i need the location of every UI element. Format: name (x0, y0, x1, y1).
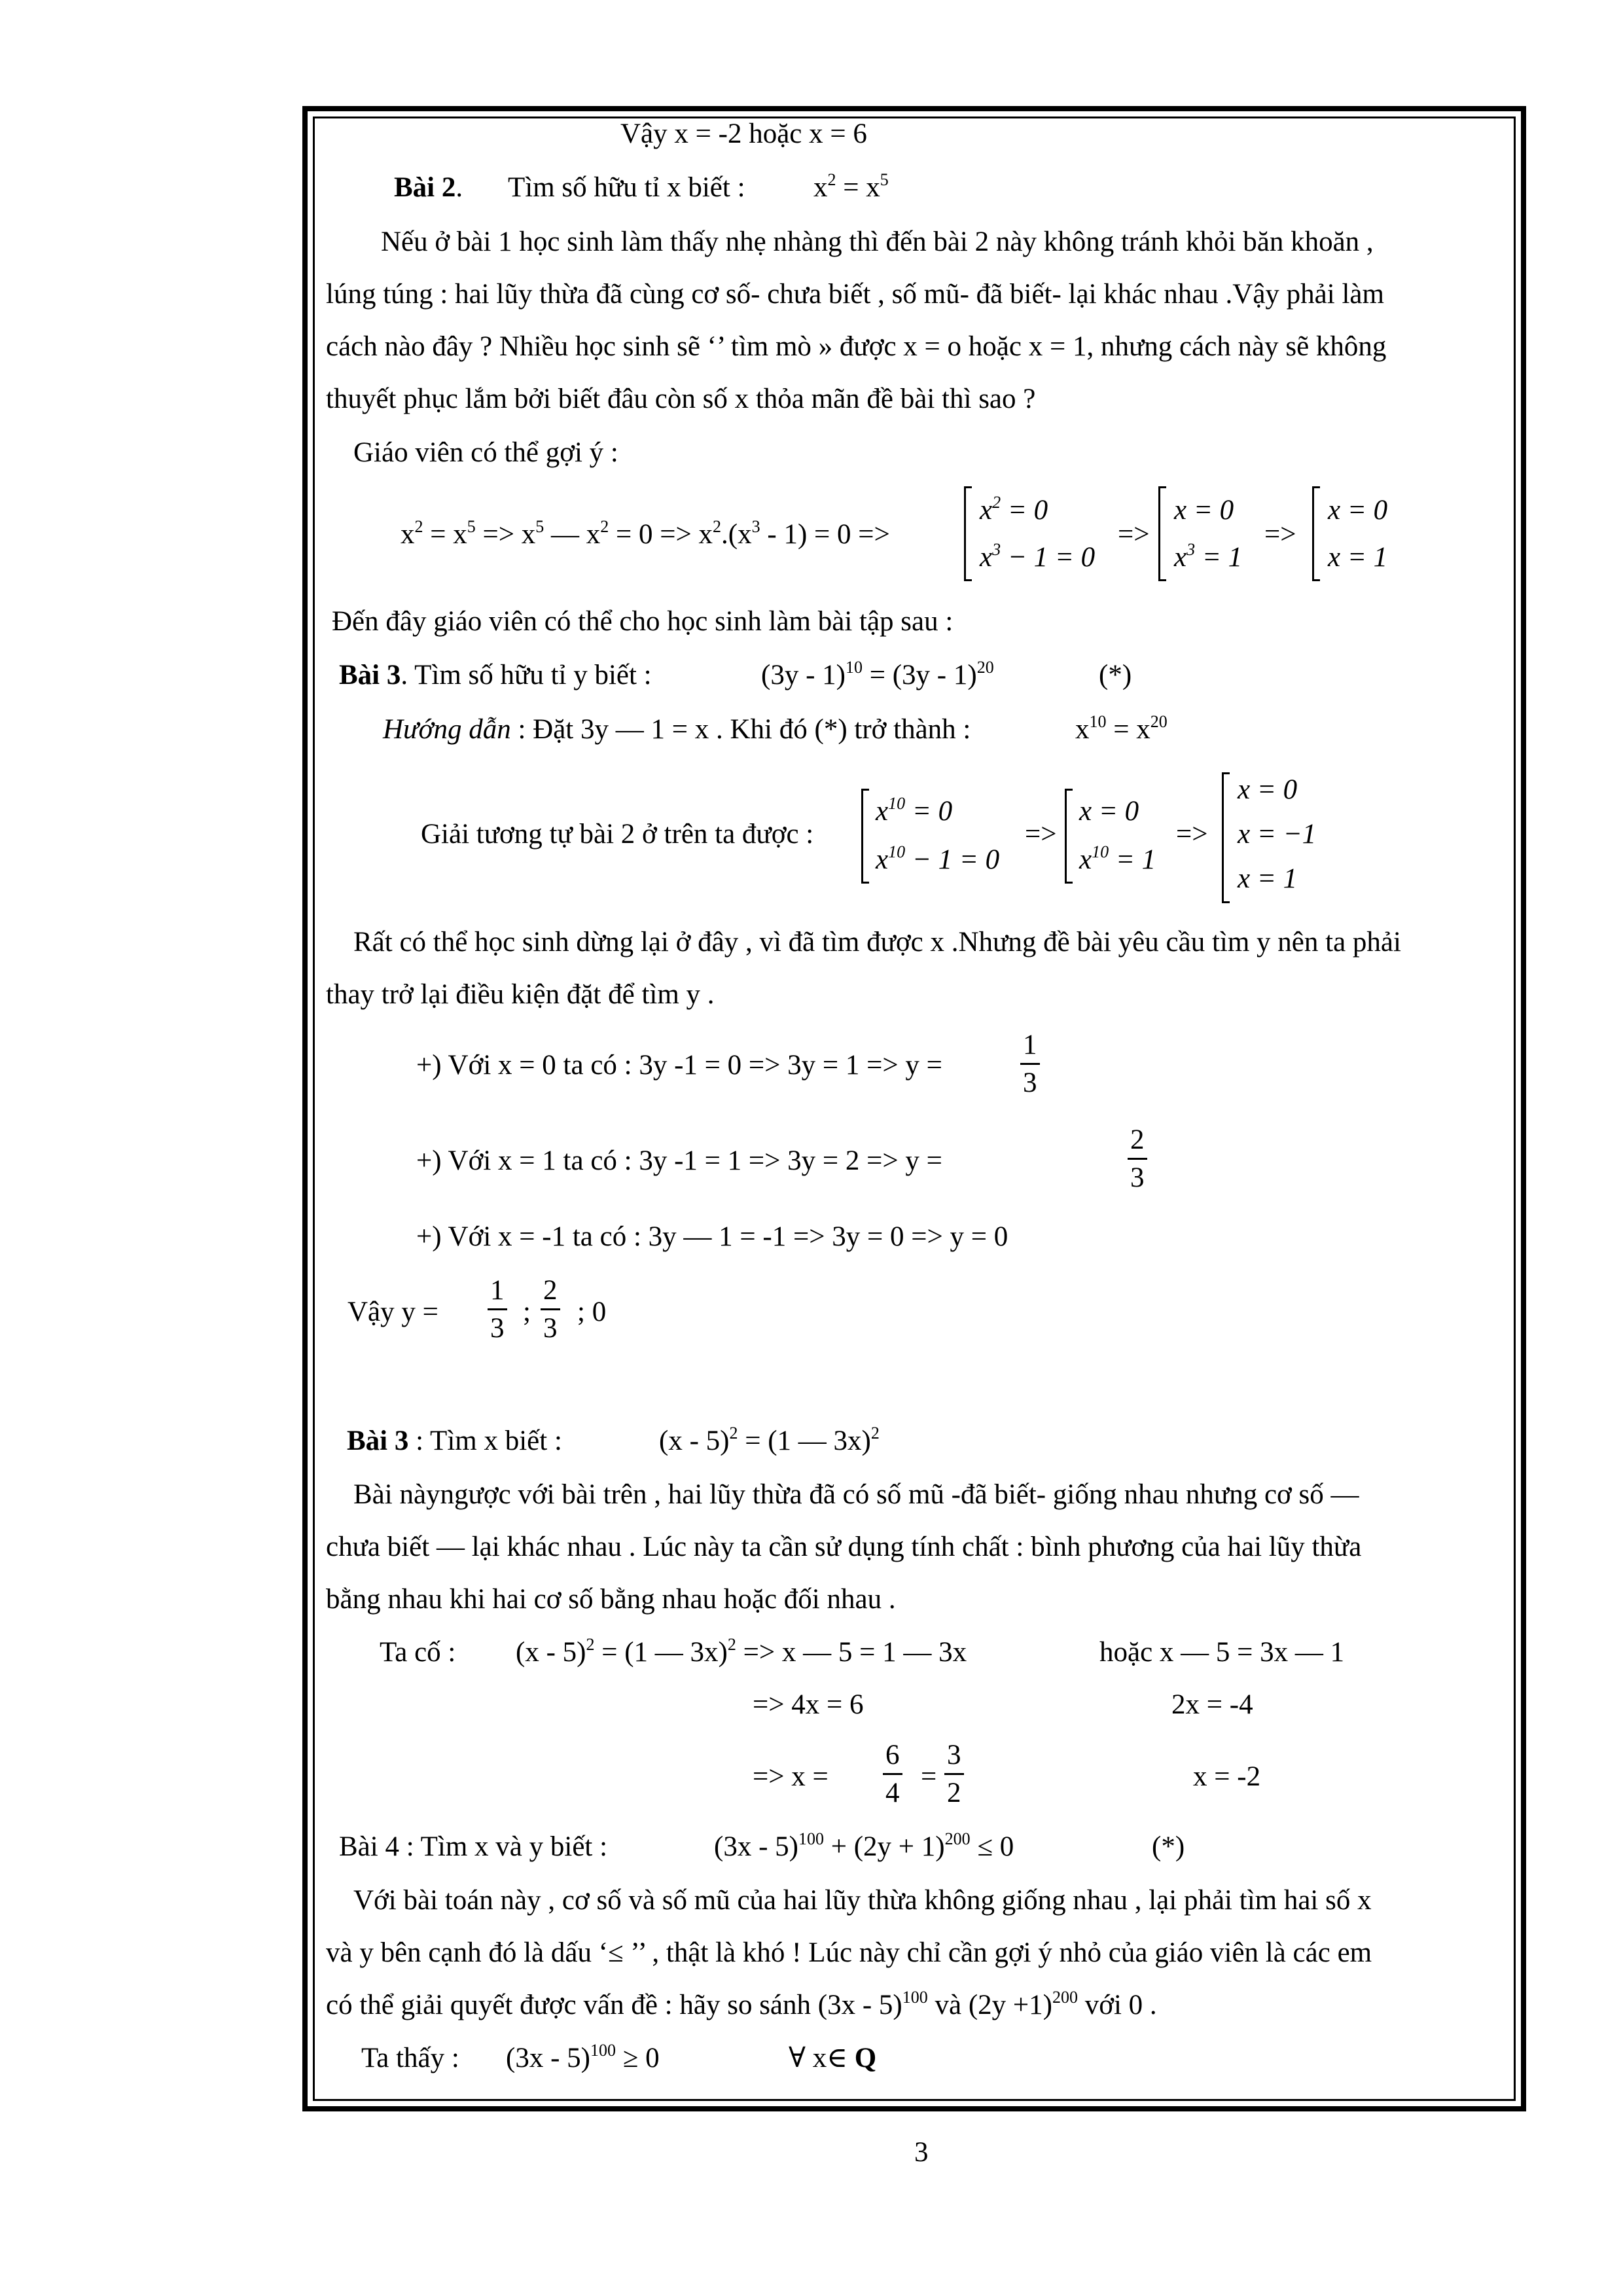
bai3-equation: (3y - 1)$^{10}$ = (3y - 1)$^{20}$ (761, 658, 994, 691)
fraction: $\frac{2}{3}$ (1128, 1126, 1147, 1192)
bai3b-heading (347, 1427, 562, 1455)
system-row: x = 1 (1238, 863, 1298, 894)
system-row: $x^2 = 0$ (980, 493, 1048, 526)
eq-part: - 1) = 0 => (760, 519, 890, 550)
equation-chain (401, 517, 890, 550)
bai4-equation: $(3x - 5)^{100} + (2y + 1)^{200} \le 0$ (714, 1829, 1014, 1862)
case-line: +) Với x = 0 ta có : 3y -1 = 0 => 3y = 1 => y = (416, 1050, 942, 1081)
system-row: x = −1 (1238, 819, 1317, 850)
step-line: => x = (753, 1761, 829, 1792)
hint-intro: Giáo viên có thể gợi ý : (353, 437, 618, 468)
step-line: 2x = -4 (1171, 1689, 1253, 1720)
equals-sign: = (921, 1761, 937, 1792)
eq-part: => x (475, 519, 536, 550)
page-number: 3 (914, 2137, 929, 2168)
hint-text: : Đặt 3y — 1 = x . Khi đó (*) trở thành : (510, 714, 971, 745)
eq-part: = 0 => x (609, 519, 713, 550)
case-line: +) Với x = -1 ta có : 3y — 1 = -1 => 3y = 0 => y = 0 (416, 1221, 1008, 1252)
eq-exponent: 2 (827, 170, 836, 189)
fraction: $\frac{1}{3}$ (1020, 1031, 1040, 1097)
paragraph-line: Rất có thể học sinh dừng lại ở đây , vì đã tìm được x .Nhưng đề bài yêu cầu tìm y nên ta phải (353, 927, 1401, 958)
system-row: x = 0 (1079, 796, 1139, 827)
paragraph-line: bằng nhau khi hai cơ số bằng nhau hoặc đối nhau . (326, 1584, 896, 1615)
paragraph-line: chưa biết — lại khác nhau . Lúc này ta cần sử dụng tính chất : bình phương của hai lũy thừa (326, 1532, 1362, 1562)
bai2-dot: . (455, 172, 463, 203)
bai3-heading (339, 661, 652, 689)
system-row: x = 0 (1328, 495, 1388, 526)
system-row: x = 1 (1328, 542, 1388, 573)
separator: ; (523, 1297, 531, 1327)
implies-arrow: => (1118, 519, 1150, 550)
implies-arrow: => (1176, 819, 1208, 850)
bai3b-equation: (x - 5)$^2$ = (1 — 3x)$^2$ (659, 1424, 880, 1456)
bai3-star: (*) (1099, 660, 1132, 691)
step-line: => 4x = 6 (753, 1689, 864, 1720)
eq-exponent: 2 (600, 517, 609, 536)
taco-alternative: hoặc x — 5 = 3x — 1 (1099, 1637, 1345, 1668)
eq-part: = x (836, 172, 880, 203)
bai2-label: Bài 2 (394, 172, 456, 203)
paragraph-line: Nếu ở bài 1 học sinh làm thấy nhẹ nhàng thì đến bài 2 này không tránh khỏi băn khoăn , (381, 226, 1374, 257)
system-bracket (861, 789, 869, 884)
eq-exponent: 5 (467, 517, 476, 536)
conclusion-tail: ; 0 (577, 1297, 607, 1327)
implies-arrow: => (1264, 519, 1296, 550)
eq-exponent: 3 (751, 517, 760, 536)
eq-part: — x (544, 519, 601, 550)
system-row: $x^{10} = 0$ (876, 794, 953, 827)
paragraph-line: Bài nàyngược với bài trên , hai lũy thừa đã có số mũ -đã biết- giống nhau nhưng cơ số — (353, 1479, 1359, 1510)
system-row: $x^3 = 1$ (1174, 540, 1243, 573)
paragraph-line: có thể giải quyết được vấn đề : hãy so sánh (3x - 5)$^{100}$ và $(2y +1)^{200}$ với 0 . (326, 1988, 1157, 2020)
paragraph-line: cách nào đây ? Nhiều học sinh sẽ ‘’ tìm mò » được x = o hoặc x = 1, nhưng cách này sẽ không (326, 331, 1387, 362)
paragraph-line: thay trở lại điều kiện đặt để tìm y . (326, 979, 715, 1010)
tathay-quantifier: ∀ x∈ Q (789, 2043, 877, 2073)
paragraph-line: Với bài toán này , cơ số và số mũ của hai lũy thừa không giống nhau , lại phải tìm hai số x (353, 1885, 1372, 1916)
eq-exponent: 5 (535, 517, 544, 536)
eq-part: x (401, 519, 415, 550)
system-row: x = 0 (1174, 495, 1234, 526)
hint-line (383, 715, 971, 744)
system-row: $x^3 - 1 = 0$ (980, 540, 1096, 573)
system-bracket (964, 486, 972, 581)
bai4-star: (*) (1152, 1831, 1185, 1862)
bai3b-task: : Tìm x biết : (408, 1426, 562, 1456)
paragraph-line: thuyết phục lắm bởi biết đâu còn số x thỏa mãn đề bài thì sao ? (326, 384, 1036, 414)
eq-exponent: 5 (880, 170, 889, 189)
bai3b-label: Bài 3 (347, 1426, 409, 1456)
eq-part: .(x (721, 519, 752, 550)
fraction: $\frac{3}{2}$ (944, 1741, 964, 1807)
eq-exponent: 2 (713, 517, 722, 536)
tathay-equation: (3x - 5)$^{100}$ ≥ 0 (506, 2041, 660, 2073)
paragraph-line: và y bên cạnh đó là dấu ‘≤ ’’ , thật là khó ! Lúc này chỉ cần gợi ý nhỏ của giáo viên là các em (326, 1937, 1372, 1968)
taco-label: Ta cố : (380, 1637, 456, 1668)
eq-exponent: 2 (414, 517, 423, 536)
solve-text: Giải tương tự bài 2 ở trên ta được : (421, 819, 814, 850)
hint-label: Hướng dẫn (383, 714, 511, 745)
paragraph-line: lúng túng : hai lũy thừa đã cùng cơ số- chưa biết , số mũ- đã biết- lại khác nhau .Vậy phải làm (326, 279, 1384, 310)
bai3-task: . Tìm số hữu tỉ y biết : (401, 660, 652, 691)
system-row: $x^{10} - 1 = 0$ (876, 842, 1000, 875)
hint-equation: $x^{10} = x^{20}$ (1075, 712, 1168, 745)
eq-part: = x (423, 519, 467, 550)
system-bracket (1312, 486, 1320, 581)
conclusion-label: Vậy y = (348, 1297, 438, 1327)
eq-part: x (813, 172, 828, 203)
conclusion-bai1: Vậy x = -2 hoặc x = 6 (620, 118, 867, 149)
fraction: $\frac{1}{3}$ (488, 1276, 507, 1342)
bai4-heading: Bài 4 : Tìm x và y biết : (339, 1831, 608, 1862)
implies-arrow: => (1025, 819, 1057, 850)
system-bracket (1065, 789, 1073, 884)
system-bracket (1158, 486, 1166, 581)
tathay-label: Ta thấy : (361, 2043, 459, 2073)
case-line: +) Với x = 1 ta có : 3y -1 = 1 => 3y = 2 => y = (416, 1145, 942, 1176)
bai2-heading (394, 173, 463, 202)
lead-bai3: Đến đây giáo viên có thể cho học sinh làm bài tập sau : (332, 606, 954, 637)
fraction: $\frac{6}{4}$ (883, 1741, 902, 1807)
bai3-label: Bài 3 (339, 660, 401, 691)
system-row: x = 0 (1238, 774, 1298, 805)
bai2-task: Tìm số hữu tỉ x biết : (508, 172, 745, 203)
fraction: $\frac{2}{3}$ (541, 1276, 560, 1342)
system-row: $x^{10} = 1$ (1079, 842, 1156, 875)
step-line: x = -2 (1193, 1761, 1261, 1792)
bai2-equation (813, 170, 889, 203)
taco-equation: (x - 5)$^2$ = (1 — 3x)$^2$ => x — 5 = 1 — 3x (516, 1635, 967, 1668)
system-bracket (1222, 772, 1230, 903)
